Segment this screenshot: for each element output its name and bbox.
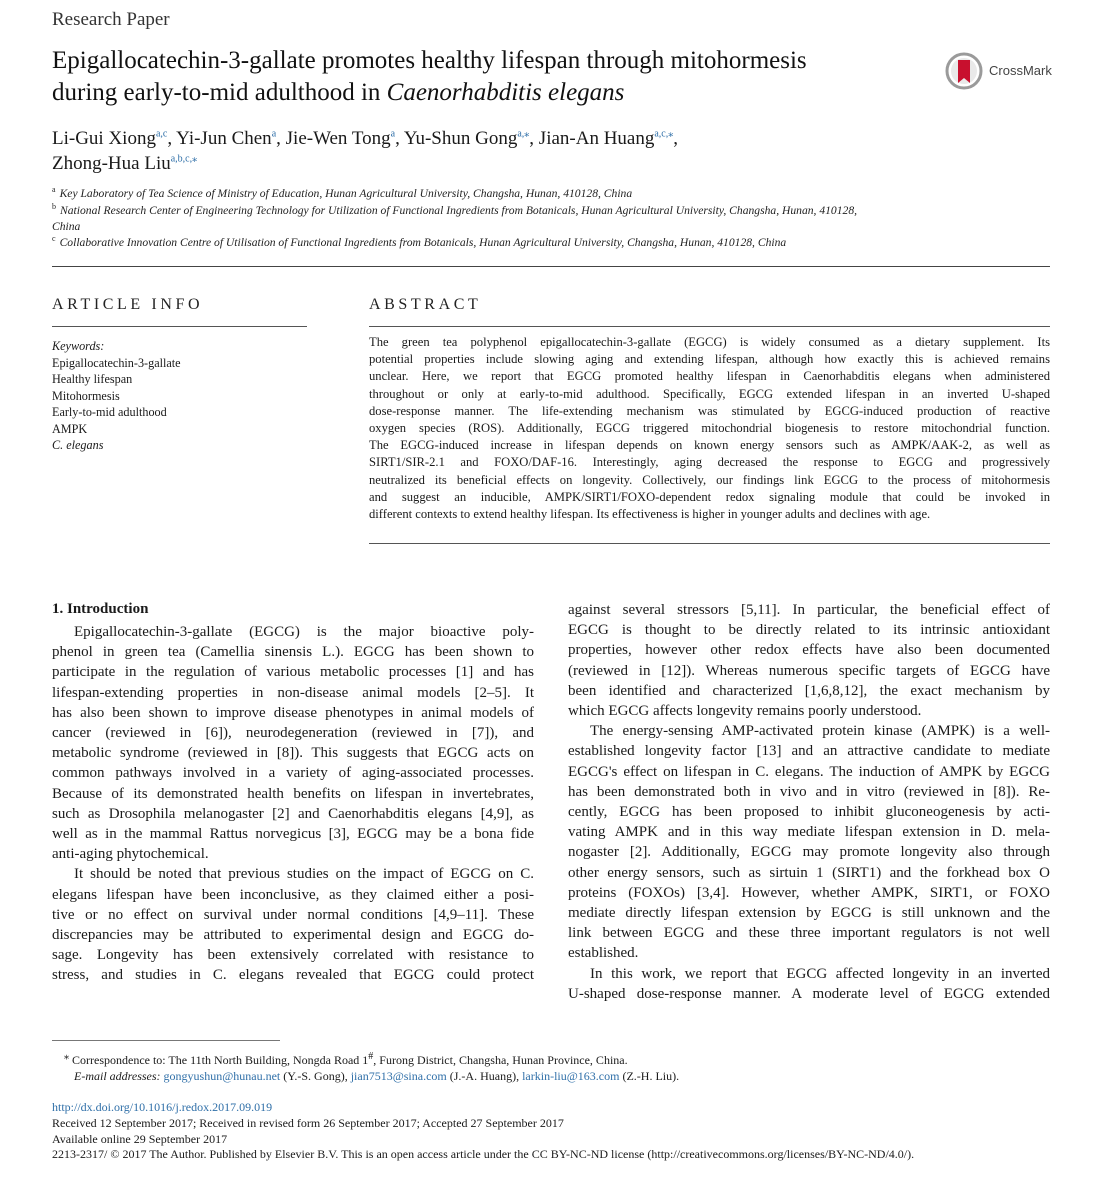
title-line-1: Epigallocatechin-3-gallate promotes healthy lifespan through mitohormesis <box>52 47 807 74</box>
body-line: established. <box>568 945 639 962</box>
article-info-divider <box>52 326 307 327</box>
title-species: Caenorhabditis elegans <box>386 79 625 106</box>
correspondence-line: ⁎ Correspondence to: The 11th North Building, Nongda Road 1#, Furong District, Changsha, Hunan Province, China. <box>64 1051 628 1067</box>
abstract-line: different contexts to extend healthy lifespan. Its effectiveness is higher in younger adults and declines with age. <box>369 507 931 522</box>
author-affil-marks[interactable]: a,b,c,⁎ <box>170 153 198 165</box>
email-link[interactable]: jian7513@sina.com <box>350 1069 447 1083</box>
keyword: Healthy lifespan <box>52 372 133 386</box>
license-statement: 2213-2317/ © 2017 The Author. Published by Elsevier B.V. This is an open access article under the CC BY-NC-ND license (http://creativecommons.org/licenses/BY-NC-ND/4.0/). <box>52 1147 915 1162</box>
affiliation-c: $^c$ Collaborative Innovation Centre of Utilisation of Functional Ingredients from Botanicals, Hunan Agricultural University, Changsha, Hunan, 410128, China <box>52 234 787 249</box>
body-line: has been demonstrated both in vivo and in vitro (reviewed in [8]). Re- <box>568 783 1050 800</box>
body-line: EGCG's effect on lifespan in C. elegans. The induction of AMPK by EGCG <box>568 763 1050 780</box>
abstract-text <box>369 334 1050 523</box>
keywords-block <box>52 338 312 454</box>
abstract-line: dose-response manner. The life-extending mechanism was stimulated by EGCG-induced production of reactive <box>369 403 1050 418</box>
intro-right-column <box>568 600 1050 1004</box>
body-line: other energy sensors, such as sirtuin 1 (SIRT1) and the forkhead box O <box>568 864 1050 881</box>
body-line: properties, however other redox effects have also been documented <box>568 642 1050 659</box>
body-line: sage. Longevity has been extensively correlated with resistance to <box>52 947 534 964</box>
abstract-heading: ABSTRACT <box>369 296 482 313</box>
body-line: participate in the regulation of various metabolic processes [1] and has <box>52 664 534 681</box>
body-line: cancer (reviewed in [6]), neurodegeneration (reviewed in [7]), and <box>52 725 534 742</box>
keyword: Epigallocatechin-3-gallate <box>52 355 181 370</box>
doi-link[interactable]: http://dx.doi.org/10.1016/j.redox.2017.09.019 <box>52 1100 273 1114</box>
body-line: cently, EGCG has been proposed to inhibit gluconeogenesis by acti- <box>568 804 1050 821</box>
crossmark-icon <box>945 50 983 92</box>
body-line: stress, and studies in C. elegans revealed that EGCG could protect <box>52 967 534 984</box>
author-affil-marks[interactable]: a,c <box>155 128 168 140</box>
affiliation-a: $^a$ Key Laboratory of Tea Science of Ministry of Education, Hunan Agricultural University, Changsha, Hunan, 410128, China <box>52 185 633 200</box>
footnote-divider <box>52 1040 280 1041</box>
body-line: In this work, we report that EGCG affected longevity in an inverted <box>590 965 1050 982</box>
author-line-1: Li-Gui Xiong$^{a,c}$, Yi-Jun Chen$^a$, Jie-Wen Tong$^a$, Yu-Shun Gong$^{a,⁎}$, Jian-An Huang$^{a,c,⁎}$, <box>52 128 678 149</box>
email-line: E-mail addresses: gongyushun@hunau.net (Y.-S. Gong), jian7513@sina.com (J.-A. Huang), larkin-liu@163.com (Z.-H. Liu). <box>74 1069 680 1083</box>
body-line: It should be noted that previous studies on the impact of EGCG on C. <box>74 866 534 883</box>
body-line: link between EGCG and these three important regulators is not well <box>568 925 1050 942</box>
body-line: U-shaped dose-response manner. A moderate level of EGCG extended <box>568 985 1050 1002</box>
paper-type-label: Research Paper <box>52 9 170 30</box>
body-line: has also been shown to improve disease phenotypes in animal models of <box>52 704 534 721</box>
body-line: discrepancies may be attributed to experimental design and EGCG do- <box>52 927 534 944</box>
intro-left-column <box>52 622 534 986</box>
body-line: Because of its demonstrated health benefits on lifespan in invertebrates, <box>52 785 534 802</box>
body-line: established longevity factor [13] and an attractive candidate to mediate <box>568 743 1050 760</box>
body-line: phenol in green tea (Camellia sinensis L.). EGCG has been shown to <box>52 644 534 661</box>
body-line: common pathways involved in a variety of aging-associated processes. <box>52 765 534 782</box>
body-line: anti-aging phytochemical. <box>52 846 209 863</box>
received-dates: Received 12 September 2017; Received in revised form 26 September 2017; Accepted 27 September 2017 <box>52 1115 564 1130</box>
introduction-heading: 1. Introduction <box>52 601 149 617</box>
body-line: nogaster [2]. Additionally, EGCG may promote longevity also through <box>568 844 1050 861</box>
article-title <box>52 45 952 109</box>
body-line: which EGCG affects longevity remains poorly understood. <box>568 703 922 720</box>
author-name[interactable]: Yu-Shun Gong <box>403 128 518 149</box>
abstract-line: potential properties include slowing aging and extending lifespan, although how exactly this is achieved remains <box>369 352 1050 367</box>
abstract-line: unclear. Here, we report that EGCG promoted healthy lifespan in Caenorhabditis elegans when administered <box>369 369 1050 384</box>
crossmark-badge[interactable] <box>945 50 1055 92</box>
header-divider <box>52 266 1050 267</box>
author-affil-marks[interactable]: a <box>271 128 277 140</box>
affiliation-b: $^b$ National Research Center of Engineering Technology for Utilization of Functional Ingredients from Botanicals, Hunan Agricultural University, Changsha, Hunan, 410128, China <box>52 202 858 233</box>
body-line: elegans lifespan have been inconclusive, as they claimed either a posi- <box>52 886 534 903</box>
author-name[interactable]: Li-Gui Xiong <box>52 128 156 149</box>
abstract-line: and suggest an inducible, AMPK/SIRT1/FOXO-dependent redox signaling module that could be invoked in <box>369 489 1050 504</box>
body-line: lifespan-extending properties in non-disease animal models [2–5]. It <box>52 684 534 701</box>
abstract-line: neutralized its beneficial effects on longevity. Collectively, our findings link EGCG to the process of mitohormesis <box>369 472 1050 487</box>
body-line: tive or no effect on survival under normal conditions [4,9–11]. These <box>52 906 534 923</box>
body-line: mediate directly lifespan extension by EGCG is still unknown and the <box>568 905 1050 922</box>
abstract-line: The green tea polyphenol epigallocatechin-3-gallate (EGCG) is widely consumed as a dietary supplement. Its <box>369 335 1050 349</box>
body-line: EGCG is thought to be directly related to its intrinsic antioxidant <box>568 622 1050 639</box>
author-name[interactable]: Jie-Wen Tong <box>285 128 391 149</box>
abstract-line: throughout or only at early-to-mid adulthood. Specifically, EGCG extended lifespan in an inverted U-shaped <box>369 386 1050 401</box>
keyword: Early-to-mid adulthood <box>52 405 167 419</box>
body-line: (reviewed in [12]). Whereas numerous specific targets of EGCG have <box>568 662 1050 679</box>
available-online-date: Available online 29 September 2017 <box>52 1131 228 1146</box>
body-line: been identified and characterized [1,6,8,12], the exact mechanism by <box>568 682 1050 699</box>
body-line: metabolic syndrome (reviewed in [8]). This suggests that EGCG acts on <box>52 745 534 762</box>
body-line: vating AMPK and in this way mediate lifespan extension in D. mela- <box>568 824 1050 841</box>
abstract-divider <box>369 326 1050 327</box>
body-line: well as in the mammal Rattus norvegicus [3], EGCG may be a bona fide <box>52 826 534 843</box>
email-link[interactable]: larkin-liu@163.com <box>522 1069 620 1083</box>
author-line-2 <box>52 151 1052 176</box>
body-line: such as Drosophila melanogaster [2] and Caenorhabditis elegans [4,9], as <box>52 805 534 822</box>
article-info-heading: ARTICLE INFO <box>52 296 204 313</box>
abstract-bottom-divider <box>369 543 1050 544</box>
body-line: proteins (FOXOs) [3,4]. However, whether AMPK, SIRT1, or FOXO <box>568 884 1050 901</box>
crossmark-label: CrossMark <box>989 63 1052 78</box>
author-affil-marks[interactable]: a,c,⁎ <box>654 128 674 140</box>
author-name[interactable]: Zhong-Hua Liu <box>52 153 171 174</box>
abstract-line: SIRT1/SIR-2.1 and FOXO/DAF-16. Interestingly, aging decreased the response to EGCG and progressively <box>369 455 1050 470</box>
abstract-line: oxygen species (ROS). Additionally, EGCG triggered mitochondrial biogenesis to restore mitochondrial function. <box>369 421 1050 436</box>
email-link[interactable]: gongyushun@hunau.net <box>163 1069 281 1083</box>
author-affil-marks[interactable]: a,⁎ <box>517 128 530 140</box>
body-line: The energy-sensing AMP-activated protein kinase (AMPK) is a well- <box>590 723 1050 740</box>
correspondence-footnote <box>52 1052 1052 1084</box>
article-metadata <box>52 1100 1052 1163</box>
keyword: C. elegans <box>52 438 104 452</box>
title-line-2: during early-to-mid adulthood in Caenorhabditis elegans <box>52 79 625 106</box>
author-name[interactable]: Yi-Jun Chen <box>176 128 272 149</box>
author-affil-marks[interactable]: a <box>390 128 396 140</box>
body-line: Epigallocatechin-3-gallate (EGCG) is the major bioactive poly- <box>74 624 534 640</box>
keywords-label: Keywords: <box>52 339 105 353</box>
abstract-line: The EGCG-induced increase in lifespan depends on known energy sensors such as AMPK/AAK-2, as well as <box>369 438 1050 453</box>
keyword: AMPK <box>52 421 88 436</box>
keyword: Mitohormesis <box>52 388 120 403</box>
author-name[interactable]: Jian-An Huang <box>538 128 655 149</box>
body-line: against several stressors [5,11]. In particular, the beneficial effect of <box>568 602 1050 618</box>
author-list <box>52 126 1052 176</box>
